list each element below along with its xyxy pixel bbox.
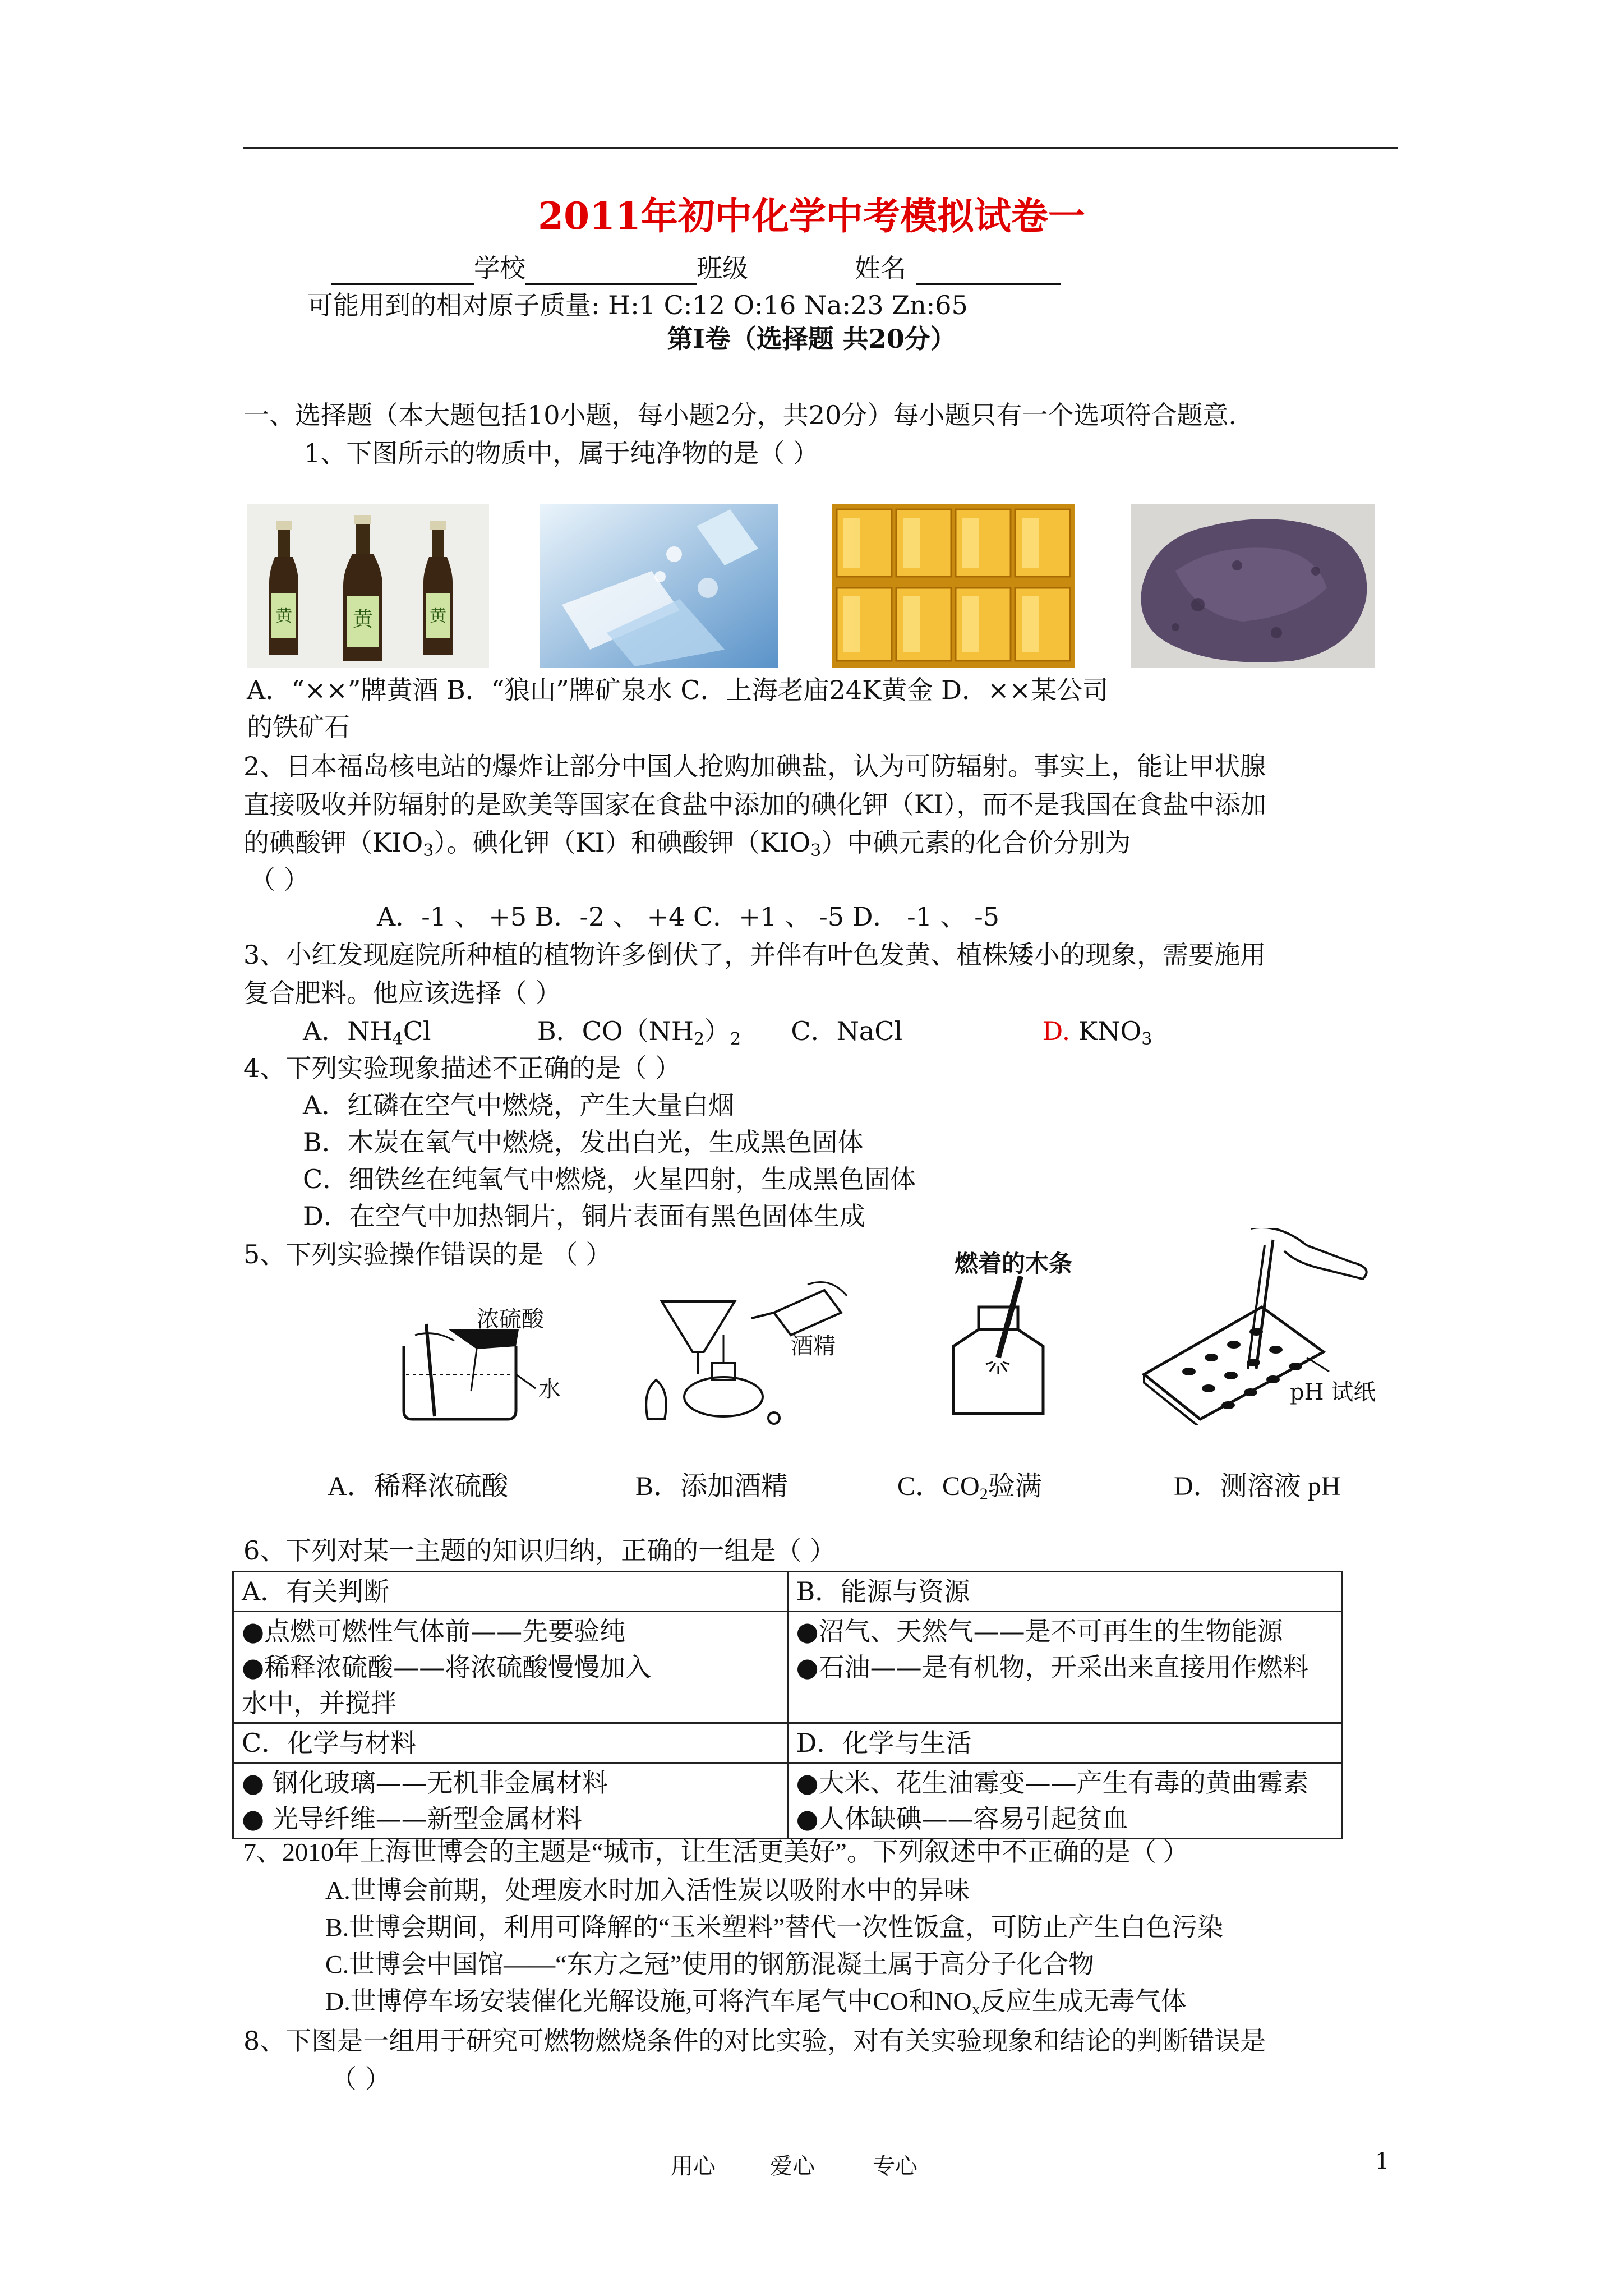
q3-line2: 复合肥料。他应该选择（ ）	[243, 978, 561, 1008]
q3-options	[303, 1014, 1152, 1056]
section-title: 第Ⅰ卷（选择题 共20分）	[667, 324, 956, 354]
q5-option-d: D．测溶液 pH	[1174, 1471, 1341, 1501]
table-item: ●稀释浓硫酸——将浓硫酸慢慢加入	[242, 1652, 652, 1682]
q3-option-c: C．NaCl	[791, 1016, 903, 1046]
acid-label: 浓硫酸	[477, 1306, 544, 1332]
knowledge-table	[232, 1571, 1343, 1839]
subscript: 4	[392, 1029, 403, 1049]
name-blank[interactable]	[916, 258, 1061, 285]
footer-motto-1: 用心	[671, 2154, 716, 2179]
q2-line3-c: ）中碘元素的化合价分别为	[821, 827, 1131, 858]
q2-line3	[243, 826, 1131, 868]
subscript: 3	[1141, 1029, 1152, 1049]
subscript: 2	[693, 1029, 705, 1049]
q3-option-a-tail: Cl	[403, 1016, 431, 1046]
subscript: 2	[730, 1029, 741, 1049]
subscript: 3	[423, 841, 434, 861]
page-number: 1	[1375, 2148, 1390, 2174]
q7-option-d-text: D.世博停车场安装催化光解设施,可将汽车尾气中CO和NO	[325, 1987, 972, 2016]
q4-option-d: D．在空气中加热铜片，铜片表面有黑色固体生成	[303, 1201, 865, 1231]
q2-line3-a: 的碘酸钾（KIO	[243, 827, 423, 858]
ph-paper-label: pH 试纸	[1290, 1379, 1376, 1405]
student-info-line	[331, 251, 1061, 285]
table-cell-c	[233, 1763, 788, 1839]
q8-line1: 8、下图是一组用于研究可燃物燃烧条件的对比实验，对有关实验现象和结论的判断错误是	[243, 2026, 1266, 2056]
water-label: 水	[538, 1377, 561, 1402]
q2-line3-b: ）。碘化钾（KI）和碘酸钾（KIO	[434, 827, 811, 858]
q8-paren: （ ）	[331, 2064, 391, 2094]
atomic-masses: 可能用到的相对原子质量: H:1 C:12 O:16 Na:23 Zn:65	[307, 290, 968, 320]
footer-motto-2: 爱心	[770, 2154, 815, 2179]
table-cell-d	[787, 1763, 1342, 1839]
q4-option-c: C．细铁丝在纯氧气中燃烧，火星四射，生成黑色固体	[303, 1164, 916, 1194]
q5-option-a: A．稀释浓硫酸	[328, 1471, 509, 1501]
q7-option-d-tail: 反应生成无毒气体	[980, 1987, 1187, 2016]
q1-options: A．“××”牌黄酒 B．“狼山”牌矿泉水 C．上海老庙24K黄金 D．××某公司	[247, 675, 1109, 705]
q2-line1: 2、日本福岛核电站的爆炸让部分中国人抢购加碘盐，认为可防辐射。事实上，能让甲状腺	[243, 751, 1266, 781]
q2-line2: 直接吸收并防辐射的是欧美等国家在食盐中添加的碘化钾（KI），而不是我国在食盐中添加	[243, 789, 1266, 820]
q5-option-b: B．添加酒精	[635, 1471, 789, 1501]
subscript: 2	[979, 1485, 988, 1503]
q5-option-c-tail: 验满	[988, 1471, 1042, 1501]
q1-options-wrap: 的铁矿石	[247, 712, 350, 742]
subscript: x	[971, 2000, 980, 2018]
q4-option-a: A．红磷在空气中燃烧，产生大量白烟	[303, 1090, 735, 1120]
table-item: ●点燃可燃性气体前——先要验纯	[242, 1616, 626, 1646]
q6-stem: 6、下列对某一主题的知识归纳，正确的一组是（ ）	[243, 1535, 836, 1566]
gold-bars-photo	[832, 504, 1075, 668]
yellow-wine-photo	[247, 504, 489, 668]
header-rule	[243, 147, 1398, 149]
iron-ore-photo	[1131, 504, 1375, 668]
co2-check-diagram	[937, 1273, 1060, 1425]
q5-stem: 5、下列实验操作错误的是 （ ）	[243, 1239, 612, 1269]
q5-option-c	[897, 1470, 1042, 1511]
table-item: ●石油——是有机物，开采出来直接用作燃料	[796, 1652, 1309, 1682]
subscript: 3	[810, 841, 822, 861]
q3-option-d-letter: D.	[1042, 1016, 1071, 1046]
name-label: 姓名	[855, 253, 906, 283]
page-title: 2011年初中化学中考模拟试卷一	[538, 194, 1085, 238]
table-head-d: D．化学与生活	[787, 1723, 1342, 1763]
table-item: ●沼气、天然气——是不可再生的生物能源	[796, 1616, 1283, 1646]
q7-option-b: B.世博会期间，利用可降解的“玉米塑料”替代一次性饭盒，可防止产生白色污染	[325, 1913, 1224, 1941]
svg-text:黄: 黄	[275, 606, 292, 626]
table-item: ● 钢化玻璃——无机非金属材料	[242, 1768, 608, 1798]
table-item: ●人体缺碘——容易引起贫血	[796, 1803, 1128, 1834]
q7-stem: 7、2010年上海世博会的主题是“城市，让生活更美好”。下列叙述中不正确的是（ ）	[243, 1838, 1189, 1866]
q3-option-b-tail: ）	[704, 1016, 731, 1046]
q2-paren: （ ）	[250, 864, 310, 895]
q3-option-d: KNO	[1070, 1016, 1142, 1046]
svg-text:黄: 黄	[352, 608, 374, 631]
table-item: ● 光导纤维——新型金属材料	[242, 1803, 582, 1834]
q7-option-c: C.世博会中国馆——“东方之冠”使用的钢筋混凝土属于高分子化合物	[325, 1950, 1095, 1978]
table-head-c: C．化学与材料	[233, 1723, 788, 1763]
q3-line1: 3、小红发现庭院所种植的植物许多倒伏了，并伴有叶色发黄、植株矮小的现象，需要施用	[243, 940, 1266, 970]
class-blank[interactable]	[525, 258, 697, 285]
class-label: 班级	[697, 253, 748, 283]
burning-stick-label: 燃着的木条	[955, 1250, 1073, 1277]
school-label: 学校	[474, 253, 525, 283]
svg-text:黄: 黄	[430, 606, 446, 626]
q3-option-b: B．CO（NH	[537, 1016, 694, 1046]
school-blank[interactable]	[331, 258, 474, 285]
q4-option-b: B．木炭在氧气中燃烧，发出白光，生成黑色固体	[303, 1127, 864, 1157]
q1-stem: 1、下图所示的物质中，属于纯净物的是（ ）	[304, 438, 819, 468]
table-cell-b	[787, 1612, 1342, 1723]
q3-option-a: A．NH	[303, 1016, 393, 1046]
alcohol-label: 酒精	[791, 1333, 836, 1359]
q4-stem: 4、下列实验现象描述不正确的是（ ）	[243, 1053, 681, 1083]
table-item: ●大米、花生油霉变——产生有毒的黄曲霉素	[796, 1768, 1309, 1798]
table-head-b: B．能源与资源	[787, 1572, 1342, 1612]
q2-options: A．-1 、 +5 B．-2 、 +4 C．+1 、 -5 D． -1 、 -5	[377, 901, 1000, 932]
q7-option-a: A.世博会前期，处理废水时加入活性炭以吸附水中的异味	[325, 1876, 970, 1904]
mineral-water-photo	[540, 504, 778, 668]
q5-option-c-text: C．CO	[897, 1471, 980, 1501]
footer-motto-3: 专心	[873, 2154, 917, 2179]
table-item: 水中，并搅拌	[242, 1688, 396, 1718]
table-head-a: A．有关判断	[233, 1572, 788, 1612]
section-intro: 一、选择题（本大题包括10小题，每小题2分，共20分）每小题只有一个选项符合题意.	[243, 400, 1237, 430]
q7-option-d	[325, 1985, 1187, 2026]
table-cell-a	[233, 1612, 788, 1723]
